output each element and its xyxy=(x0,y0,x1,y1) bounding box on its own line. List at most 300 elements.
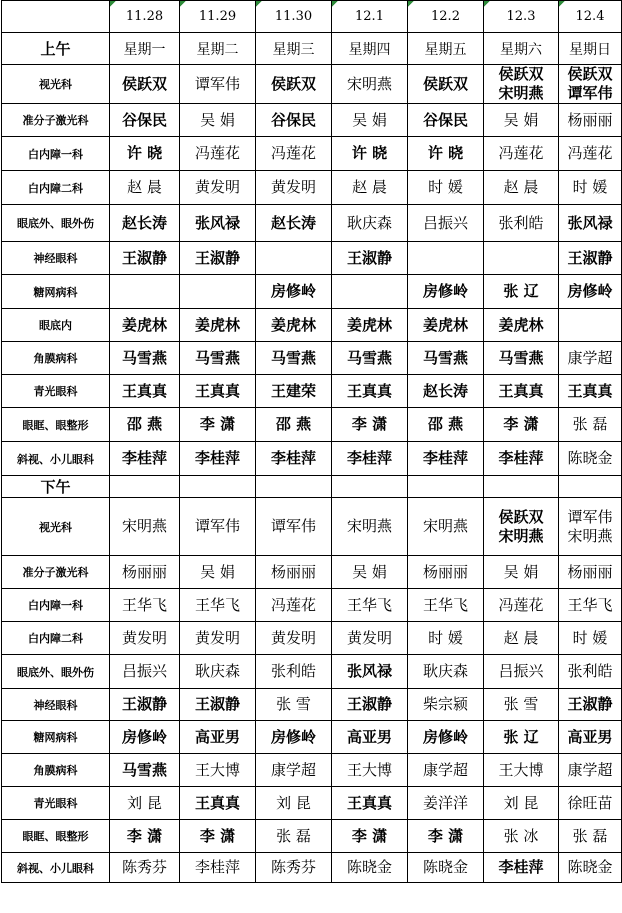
doctor-name: 邵 燕 xyxy=(275,415,312,433)
duty-schedule-table xyxy=(1,0,622,883)
doctor-name: 刘 昆 xyxy=(503,793,539,812)
afternoon-blank-cell xyxy=(408,476,484,498)
doctor-cell xyxy=(256,442,332,476)
department-name-cell: 准分子激光科 xyxy=(2,104,110,137)
morning-dept-row xyxy=(2,65,622,104)
doctor-cell xyxy=(332,309,408,342)
doctor-name: 陈晓金 xyxy=(346,858,392,876)
doctor-cell xyxy=(180,442,256,476)
weekday-header-cell: 星期四 xyxy=(332,33,408,65)
doctor-name: 谭军伟 xyxy=(270,517,316,535)
doctor-cell xyxy=(110,104,180,137)
doctor-name: 马雪燕 xyxy=(194,348,240,367)
doctor-name: 马雪燕 xyxy=(121,760,167,779)
doctor-cell xyxy=(408,754,484,787)
doctor-cell xyxy=(408,820,484,853)
doctor-cell xyxy=(256,689,332,721)
doctor-name: 马雪燕 xyxy=(498,348,544,367)
doctor-cell xyxy=(256,342,332,375)
morning-dept-row xyxy=(2,205,622,242)
doctor-name: 李 潇 xyxy=(503,415,539,433)
doctor-cell xyxy=(484,442,559,476)
doctor-name: 许 晓 xyxy=(351,144,388,162)
doctor-cell xyxy=(180,309,256,342)
doctor-cell xyxy=(180,275,256,309)
doctor-name: 张 磊 xyxy=(572,826,608,845)
afternoon-blank-cell xyxy=(180,476,256,498)
weekday-header-cell: 星期三 xyxy=(256,33,332,65)
department-name-cell: 白内障二科 xyxy=(2,171,110,205)
doctor-cell xyxy=(559,275,622,309)
doctor-name: 邵 燕 xyxy=(427,415,464,433)
doctor-cell xyxy=(110,556,180,589)
doctor-name: 张利皓 xyxy=(270,662,316,680)
doctor-name: 时 媛 xyxy=(428,178,463,196)
doctor-name: 宋明燕 xyxy=(346,74,392,93)
doctor-name: 谭军伟 宋明燕 xyxy=(567,507,613,545)
morning-dept-row xyxy=(2,137,622,171)
doctor-name: 王淑静 xyxy=(567,248,613,267)
doctor-name: 黄发明 xyxy=(270,628,316,647)
afternoon-dept-row xyxy=(2,556,622,589)
doctor-name: 王真真 xyxy=(121,381,167,400)
doctor-name: 侯跃双 xyxy=(270,74,316,93)
afternoon-dept-row xyxy=(2,754,622,787)
doctor-name: 冯莲花 xyxy=(498,595,544,614)
doctor-cell xyxy=(408,589,484,622)
doctor-cell xyxy=(484,205,559,242)
doctor-name: 刘 昆 xyxy=(127,793,162,812)
doctor-cell xyxy=(332,655,408,689)
doctor-cell xyxy=(559,65,622,104)
doctor-name: 李 潇 xyxy=(351,826,388,845)
doctor-name: 姜虎林 xyxy=(346,315,392,334)
doctor-cell xyxy=(408,242,484,275)
afternoon-blank-cell xyxy=(559,476,622,498)
doctor-cell xyxy=(180,342,256,375)
doctor-cell xyxy=(484,689,559,721)
doctor-name: 王真真 xyxy=(346,793,392,812)
doctor-name: 王淑静 xyxy=(346,248,392,267)
doctor-name: 赵长涛 xyxy=(422,381,468,400)
afternoon-dept-row xyxy=(2,787,622,820)
doctor-cell xyxy=(180,853,256,883)
doctor-cell xyxy=(180,408,256,442)
doctor-cell xyxy=(484,242,559,275)
doctor-name: 王淑静 xyxy=(567,695,613,713)
doctor-name: 张 磊 xyxy=(572,415,608,433)
doctor-name: 房修岭 xyxy=(422,282,468,300)
doctor-cell xyxy=(408,556,484,589)
department-name-cell: 眼底外、眼外伤 xyxy=(2,205,110,242)
morning-dept-row xyxy=(2,342,622,375)
doctor-name: 黄发明 xyxy=(194,178,240,196)
doctor-name: 谭军伟 xyxy=(194,74,240,93)
doctor-cell xyxy=(332,589,408,622)
afternoon-dept-row xyxy=(2,689,622,721)
department-name-cell: 眼底外、眼外伤 xyxy=(2,655,110,689)
doctor-name: 李 潇 xyxy=(126,826,163,845)
doctor-cell xyxy=(559,787,622,820)
doctor-name: 谷保民 xyxy=(422,110,468,129)
doctor-cell xyxy=(332,205,408,242)
department-name-cell: 眼眶、眼整形 xyxy=(2,408,110,442)
doctor-name: 吕振兴 xyxy=(422,213,468,232)
doctor-cell xyxy=(110,754,180,787)
doctor-name: 杨丽丽 xyxy=(121,562,167,581)
doctor-cell xyxy=(559,104,622,137)
doctor-cell xyxy=(332,853,408,883)
doctor-cell xyxy=(559,754,622,787)
doctor-cell xyxy=(180,205,256,242)
doctor-cell xyxy=(110,787,180,820)
doctor-cell xyxy=(256,853,332,883)
doctor-name: 康学超 xyxy=(567,760,613,779)
afternoon-dept-row xyxy=(2,589,622,622)
doctor-cell xyxy=(110,721,180,754)
doctor-cell xyxy=(332,754,408,787)
doctor-cell xyxy=(180,137,256,171)
doctor-cell xyxy=(559,309,622,342)
doctor-cell xyxy=(110,622,180,655)
afternoon-label-row xyxy=(2,476,622,498)
doctor-cell xyxy=(256,137,332,171)
afternoon-dept-row xyxy=(2,498,622,556)
doctor-cell xyxy=(484,309,559,342)
doctor-cell xyxy=(408,498,484,556)
doctor-name: 许 晓 xyxy=(427,144,464,162)
doctor-cell xyxy=(484,754,559,787)
doctor-name: 房修岭 xyxy=(422,727,468,746)
department-name-cell: 眼底内 xyxy=(2,309,110,342)
doctor-name: 张 雪 xyxy=(503,695,539,713)
doctor-cell xyxy=(559,442,622,476)
doctor-cell xyxy=(408,408,484,442)
doctor-cell xyxy=(559,375,622,408)
morning-dept-row xyxy=(2,408,622,442)
date-header-cell: 11.28 xyxy=(110,1,180,33)
doctor-name: 张 辽 xyxy=(503,727,539,746)
doctor-cell xyxy=(110,137,180,171)
doctor-name: 陈晓金 xyxy=(567,449,613,467)
doctor-cell xyxy=(110,498,180,556)
doctor-cell xyxy=(484,589,559,622)
doctor-name: 高亚男 xyxy=(346,727,392,746)
doctor-name: 张 辽 xyxy=(503,282,539,300)
doctor-name: 康学超 xyxy=(270,760,316,779)
doctor-name: 柴宗颍 xyxy=(422,695,468,713)
doctor-cell xyxy=(408,342,484,375)
doctor-name: 宋明燕 xyxy=(121,517,167,535)
doctor-cell xyxy=(332,137,408,171)
doctor-cell xyxy=(484,622,559,655)
doctor-name: 侯跃双 xyxy=(121,74,167,93)
doctor-name: 侯跃双 谭军伟 xyxy=(567,65,613,102)
doctor-cell xyxy=(332,171,408,205)
doctor-cell xyxy=(110,342,180,375)
doctor-name: 陈晓金 xyxy=(567,858,613,876)
doctor-name: 王大博 xyxy=(194,760,240,779)
doctor-cell xyxy=(180,65,256,104)
doctor-name: 房修岭 xyxy=(270,282,316,300)
doctor-name: 赵 晨 xyxy=(127,178,162,196)
doctor-cell xyxy=(110,375,180,408)
doctor-cell xyxy=(332,242,408,275)
doctor-cell xyxy=(110,242,180,275)
doctor-name: 姜虎林 xyxy=(194,315,240,334)
doctor-cell xyxy=(484,721,559,754)
doctor-name: 马雪燕 xyxy=(270,348,316,367)
doctor-name: 吕振兴 xyxy=(498,662,544,680)
doctor-name: 张利皓 xyxy=(567,662,613,680)
department-name-cell: 白内障一科 xyxy=(2,137,110,171)
doctor-name: 李桂萍 xyxy=(194,858,240,876)
doctor-name: 刘 昆 xyxy=(276,793,311,812)
doctor-cell xyxy=(256,171,332,205)
doctor-cell xyxy=(180,375,256,408)
doctor-cell xyxy=(256,655,332,689)
doctor-name: 吕振兴 xyxy=(121,662,167,680)
doctor-cell xyxy=(559,655,622,689)
doctor-cell xyxy=(332,442,408,476)
doctor-name: 王真真 xyxy=(194,793,240,812)
doctor-name: 王华飞 xyxy=(422,595,468,614)
doctor-cell xyxy=(332,721,408,754)
afternoon-dept-row xyxy=(2,622,622,655)
doctor-name: 张 冰 xyxy=(503,826,539,845)
morning-dept-row xyxy=(2,442,622,476)
morning-period-label: 上午 xyxy=(2,33,110,65)
doctor-name: 杨丽丽 xyxy=(422,562,468,581)
doctor-cell xyxy=(180,171,256,205)
doctor-cell xyxy=(484,408,559,442)
doctor-cell xyxy=(559,820,622,853)
doctor-cell xyxy=(110,408,180,442)
doctor-cell xyxy=(484,137,559,171)
doctor-cell xyxy=(408,442,484,476)
doctor-cell xyxy=(484,171,559,205)
doctor-name: 王淑静 xyxy=(121,248,167,267)
doctor-cell xyxy=(559,205,622,242)
doctor-name: 张风禄 xyxy=(194,213,240,232)
doctor-name: 王华飞 xyxy=(346,595,392,614)
doctor-cell xyxy=(110,689,180,721)
doctor-cell xyxy=(408,622,484,655)
doctor-name: 杨丽丽 xyxy=(567,562,613,581)
doctor-cell xyxy=(110,442,180,476)
doctor-cell xyxy=(256,556,332,589)
doctor-cell xyxy=(110,205,180,242)
doctor-name: 赵 晨 xyxy=(503,628,539,647)
doctor-cell xyxy=(484,820,559,853)
doctor-name: 吴 娟 xyxy=(352,110,387,129)
doctor-cell xyxy=(256,275,332,309)
doctor-cell xyxy=(408,275,484,309)
morning-dept-row xyxy=(2,375,622,408)
doctor-cell xyxy=(408,171,484,205)
doctor-cell xyxy=(180,242,256,275)
doctor-name: 冯莲花 xyxy=(270,144,316,162)
doctor-cell xyxy=(180,589,256,622)
afternoon-blank-cell xyxy=(256,476,332,498)
doctor-cell xyxy=(332,622,408,655)
afternoon-dept-row xyxy=(2,721,622,754)
doctor-cell xyxy=(408,721,484,754)
doctor-name: 张 磊 xyxy=(276,826,311,845)
doctor-cell xyxy=(332,65,408,104)
doctor-cell xyxy=(110,853,180,883)
doctor-cell xyxy=(180,104,256,137)
doctor-name: 张利皓 xyxy=(498,213,544,232)
department-name-cell: 斜视、小儿眼科 xyxy=(2,442,110,476)
doctor-cell xyxy=(559,853,622,883)
doctor-cell xyxy=(256,104,332,137)
doctor-name: 吴 娟 xyxy=(503,562,539,581)
doctor-name: 张风禄 xyxy=(346,662,392,680)
weekday-header-cell: 星期日 xyxy=(559,33,622,65)
doctor-cell xyxy=(110,309,180,342)
schedule-body xyxy=(2,1,622,883)
department-name-cell: 白内障一科 xyxy=(2,589,110,622)
doctor-name: 耿庆森 xyxy=(194,662,240,680)
doctor-cell xyxy=(484,655,559,689)
doctor-name: 王大博 xyxy=(498,760,544,779)
doctor-cell xyxy=(180,754,256,787)
doctor-cell xyxy=(180,622,256,655)
doctor-cell xyxy=(180,498,256,556)
afternoon-blank-cell xyxy=(484,476,559,498)
department-name-cell: 准分子激光科 xyxy=(2,556,110,589)
doctor-cell xyxy=(332,556,408,589)
department-name-cell: 神经眼科 xyxy=(2,242,110,275)
doctor-cell xyxy=(256,309,332,342)
doctor-cell xyxy=(332,787,408,820)
doctor-name: 李 潇 xyxy=(351,415,388,433)
doctor-cell xyxy=(484,556,559,589)
doctor-cell xyxy=(559,721,622,754)
doctor-name: 康学超 xyxy=(422,760,468,779)
doctor-name: 王淑静 xyxy=(194,248,240,267)
doctor-name: 黄发明 xyxy=(270,178,316,196)
doctor-name: 时 媛 xyxy=(572,178,608,196)
doctor-cell xyxy=(110,65,180,104)
doctor-name: 李桂萍 xyxy=(498,449,544,467)
doctor-name: 耿庆森 xyxy=(422,662,468,680)
weekday-header-cell: 星期二 xyxy=(180,33,256,65)
doctor-cell xyxy=(256,787,332,820)
doctor-cell xyxy=(110,589,180,622)
doctor-cell xyxy=(408,104,484,137)
doctor-cell xyxy=(408,853,484,883)
date-header-cell: 11.30 xyxy=(256,1,332,33)
doctor-name: 王华飞 xyxy=(121,595,167,614)
doctor-cell xyxy=(408,309,484,342)
doctor-cell xyxy=(408,787,484,820)
morning-dept-row xyxy=(2,171,622,205)
doctor-cell xyxy=(559,498,622,556)
doctor-name: 吴 娟 xyxy=(352,562,387,581)
doctor-name: 吴 娟 xyxy=(503,110,539,129)
doctor-name: 房修岭 xyxy=(270,727,316,746)
doctor-cell xyxy=(180,556,256,589)
doctor-cell xyxy=(559,137,622,171)
afternoon-dept-row xyxy=(2,820,622,853)
doctor-cell xyxy=(332,820,408,853)
doctor-cell xyxy=(332,342,408,375)
doctor-cell xyxy=(559,689,622,721)
doctor-name: 姜虎林 xyxy=(422,315,468,334)
doctor-name: 宋明燕 xyxy=(346,517,392,535)
doctor-cell xyxy=(180,787,256,820)
date-header-cell: 12.3 xyxy=(484,1,559,33)
doctor-name: 时 媛 xyxy=(572,628,608,647)
department-name-cell: 神经眼科 xyxy=(2,689,110,721)
doctor-name: 杨丽丽 xyxy=(270,562,316,581)
doctor-name: 邵 燕 xyxy=(126,415,163,433)
doctor-name: 赵 晨 xyxy=(503,178,539,196)
doctor-name: 赵 晨 xyxy=(352,178,387,196)
doctor-name: 房修岭 xyxy=(121,727,167,746)
doctor-cell xyxy=(332,104,408,137)
doctor-name: 王真真 xyxy=(346,381,392,400)
doctor-name: 赵长涛 xyxy=(270,213,316,232)
doctor-name: 时 媛 xyxy=(428,628,463,647)
doctor-name: 冯莲花 xyxy=(498,144,544,162)
doctor-cell xyxy=(408,137,484,171)
doctor-name: 马雪燕 xyxy=(422,348,468,367)
date-header-cell: 12.2 xyxy=(408,1,484,33)
doctor-cell xyxy=(256,754,332,787)
doctor-name: 王淑静 xyxy=(346,695,392,713)
doctor-name: 马雪燕 xyxy=(346,348,392,367)
doctor-cell xyxy=(256,65,332,104)
doctor-cell xyxy=(484,342,559,375)
doctor-name: 赵长涛 xyxy=(121,213,167,232)
doctor-name: 黄发明 xyxy=(194,628,240,647)
doctor-name: 侯跃双 xyxy=(422,74,468,93)
doctor-name: 冯莲花 xyxy=(194,144,240,162)
doctor-name: 王真真 xyxy=(498,381,544,400)
afternoon-dept-row xyxy=(2,655,622,689)
doctor-name: 冯莲花 xyxy=(270,595,316,614)
doctor-cell xyxy=(110,171,180,205)
doctor-name: 宋明燕 xyxy=(422,517,468,535)
doctor-cell xyxy=(559,171,622,205)
department-name-cell: 白内障二科 xyxy=(2,622,110,655)
doctor-name: 康学超 xyxy=(567,348,613,367)
doctor-name: 谭军伟 xyxy=(194,517,240,535)
doctor-cell xyxy=(559,242,622,275)
afternoon-blank-cell xyxy=(110,476,180,498)
afternoon-blank-cell xyxy=(332,476,408,498)
doctor-name: 王建荣 xyxy=(270,381,316,400)
doctor-cell xyxy=(332,498,408,556)
doctor-cell xyxy=(408,65,484,104)
doctor-name: 许 晓 xyxy=(126,144,163,162)
doctor-name: 王大博 xyxy=(346,760,392,779)
doctor-name: 李桂萍 xyxy=(270,449,316,467)
weekday-header-cell: 星期六 xyxy=(484,33,559,65)
doctor-cell xyxy=(256,242,332,275)
doctor-cell xyxy=(110,275,180,309)
department-name-cell: 糖网病科 xyxy=(2,275,110,309)
doctor-name: 王淑静 xyxy=(194,695,240,713)
doctor-cell xyxy=(559,556,622,589)
doctor-name: 徐旺苗 xyxy=(567,793,613,812)
doctor-cell xyxy=(256,820,332,853)
doctor-name: 李桂萍 xyxy=(422,449,468,467)
department-name-cell: 视光科 xyxy=(2,65,110,104)
